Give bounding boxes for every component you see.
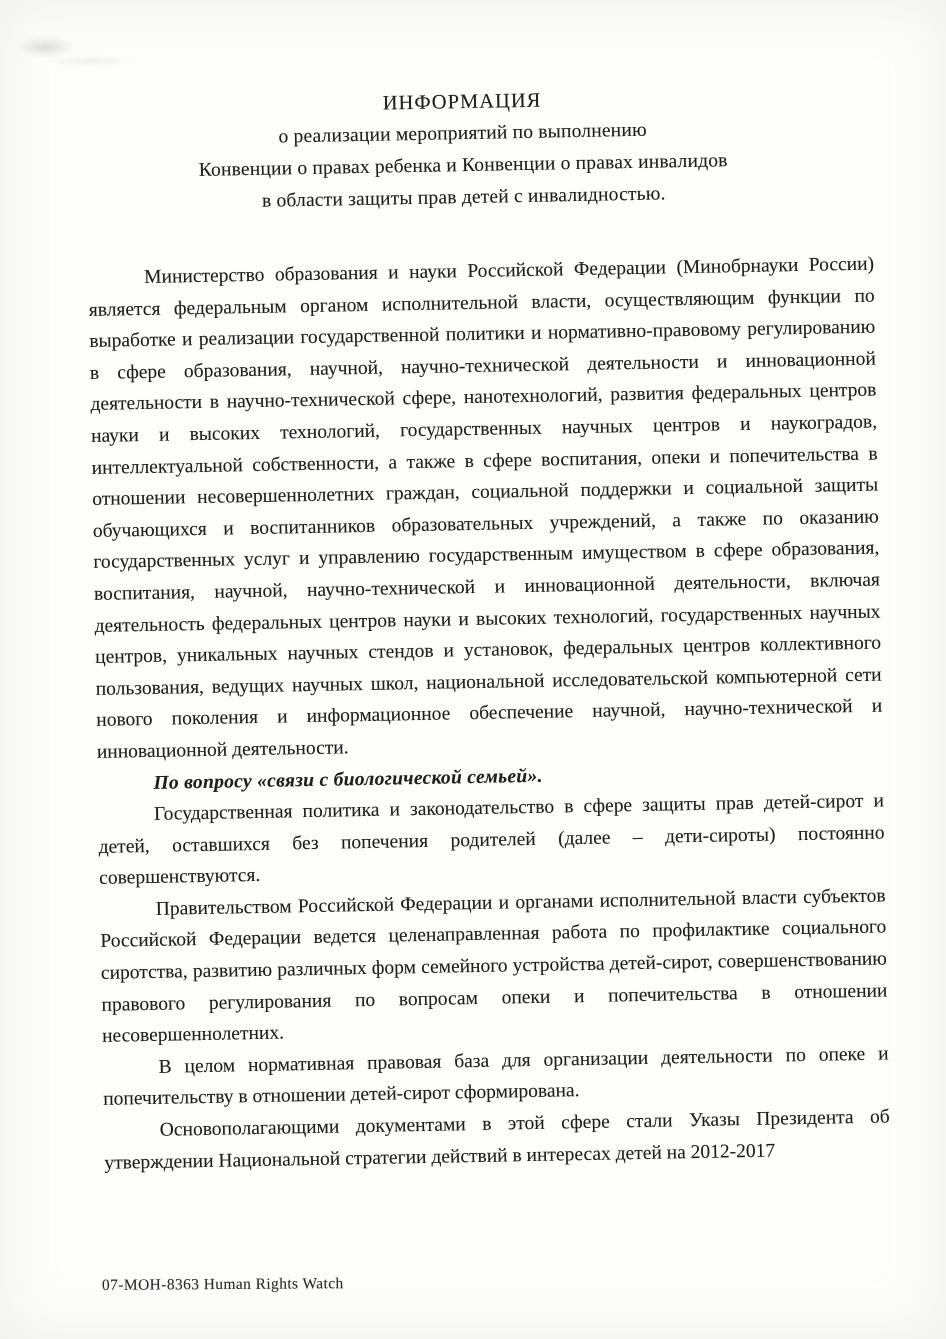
document-subtitle-line: в области защиты прав детей с инвалидностью. xyxy=(261,183,666,212)
document-subtitle-line: о реализации мероприятий по выполнению xyxy=(278,119,647,148)
section-heading: По вопросу «связи с биологической семьей». xyxy=(153,765,543,794)
paragraph: Государственная политика и законодательство в сфере защиты прав детей-сирот и детей, оставшихся без попечения родителей (далее – дети-сироты) постоянно совершенствуются. xyxy=(98,790,885,890)
bates-stamp: 07-MOH-8363 Human Rights Watch xyxy=(101,1275,344,1294)
document-title: ИНФОРМАЦИЯ xyxy=(382,89,542,115)
document-title-block xyxy=(0,77,937,222)
paragraph: Министерство образования и науки Российской Федерации (Минобрнауки России) является федеральным органом исполнительной власти, осуществляющим функции по выработке и реализации государственной политики и нормативно-правовому регулированию в сфере образования, научной, научно-технической деятельности и инновационной деятельности в научно-технической сфере, нанотехнологий, развития федеральных центров науки и высоких технологий, государственных научных центров и наукоградов, интеллектуальной собственности, а также в сфере воспитания, опеки и попечительства в отношении несовершеннолетних граждан, социальной поддержки и социальной защиты обучающихся и воспитанников образовательных учреждений, а также по оказанию государственных услуг и управлению государственным имуществом в сфере образования, воспитания, научной, научно-технической и инновационной деятельности, включая деятельность федеральных центров науки и высоких технологий, государственных научных центров, уникальных научных стендов и установок, федеральных центров коллективного пользования, ведущих научных школ, национальной исследовательской компьютерной сети нового поколения и информационное обеспечение научной, научно-технической и инновационной деятельности. xyxy=(88,253,883,763)
paragraph: Правительством Российской Федерации и органами исполнительной власти субъектов Российской Федерации ведется целенаправленная работа по профилактике социального сиротства, развитию различных форм семейного устройства детей-сирот, совершенствованию правового регулирования по вопросам опеки и попечительства в отношении несовершеннолетних. xyxy=(100,885,888,1048)
paragraph: В целом нормативная правовая база для организации деятельности по опеке и попечительству в отношении детей-сирот сформирована. xyxy=(103,1043,889,1111)
document-subtitle-line: Конвенции о правах ребенка и Конвенции о правах инвалидов xyxy=(198,150,728,181)
paragraph: Основополагающими документами в этой сфере стали Указы Президента об утверждении Национальной стратегии действий в интересах детей на 2012-2017 xyxy=(104,1106,890,1174)
document-body xyxy=(88,249,891,1179)
